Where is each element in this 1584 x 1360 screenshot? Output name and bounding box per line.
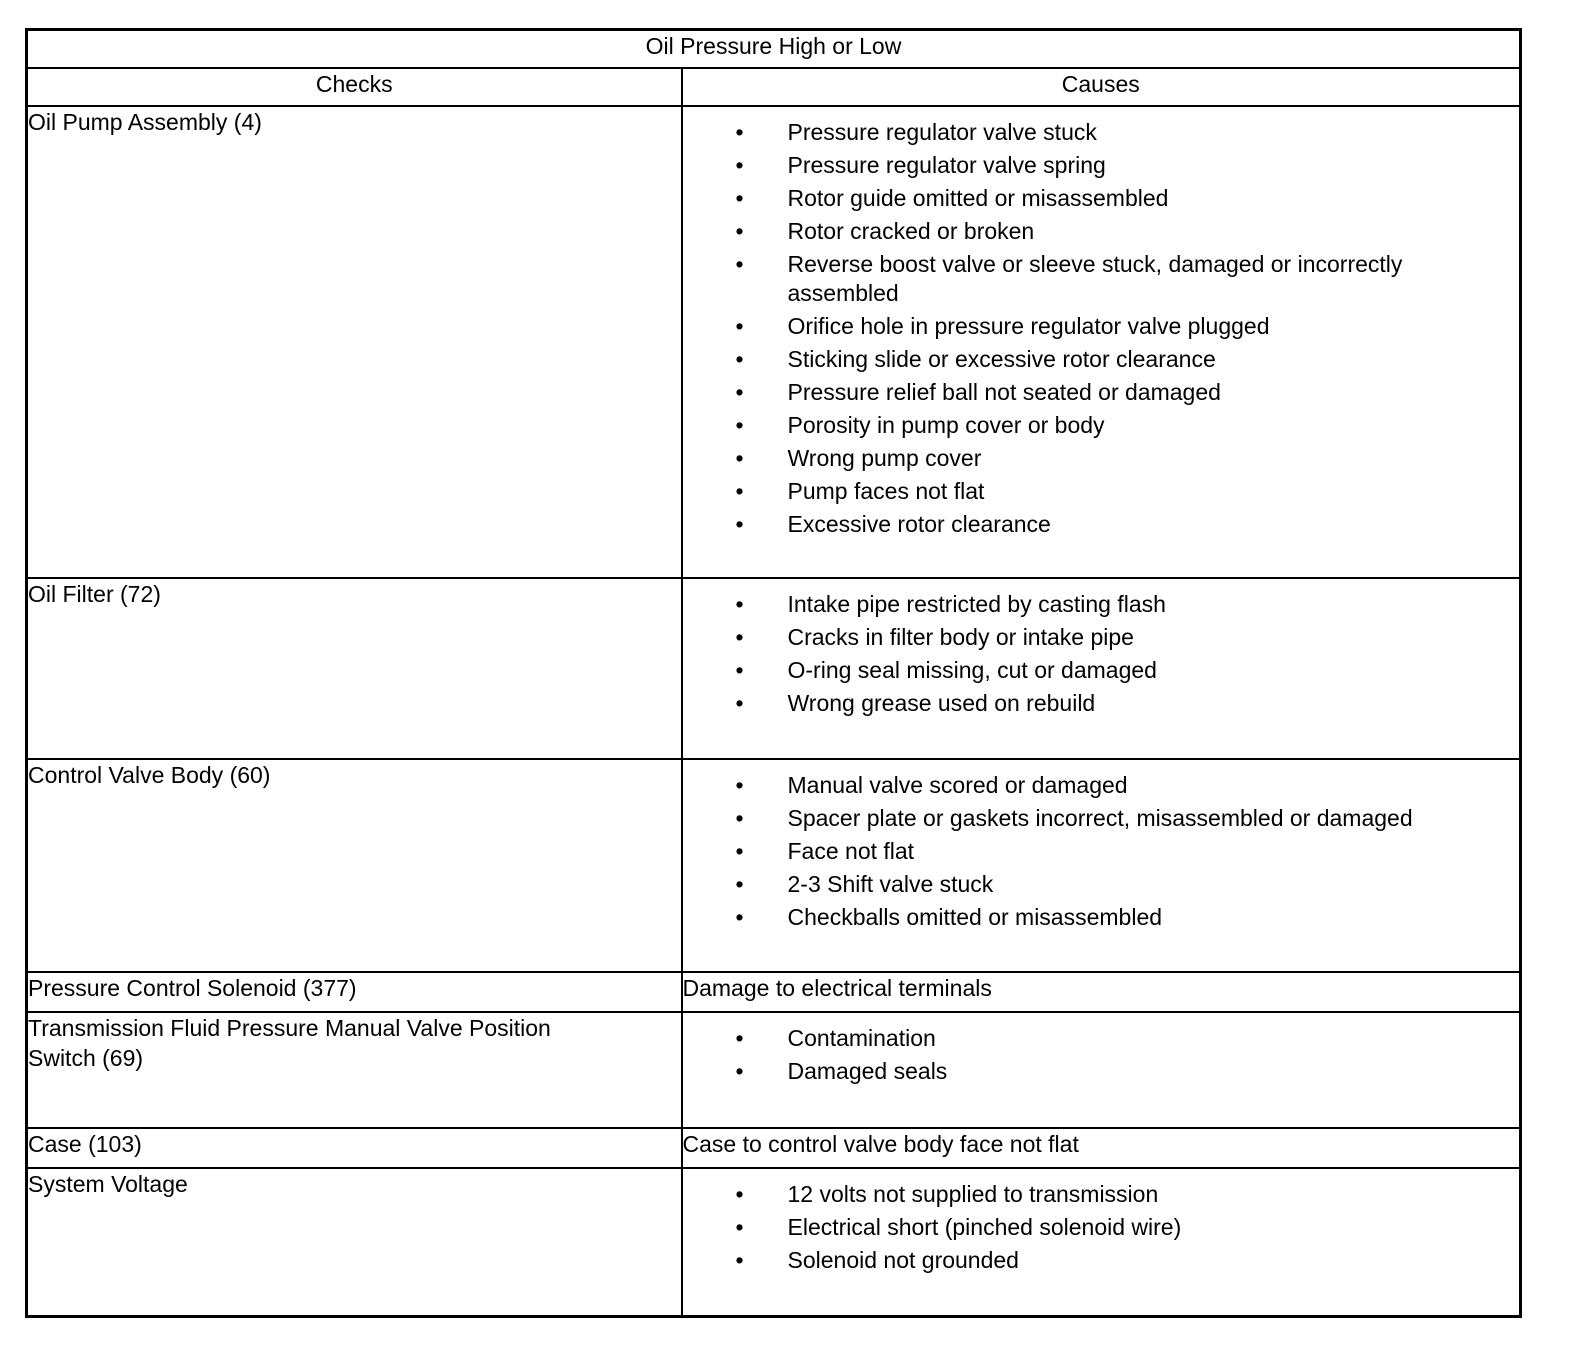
cause-item: • Rotor cracked or broken <box>735 218 1035 244</box>
cause-item: • Sticking slide or excessive rotor clearance <box>735 346 1216 372</box>
cause-item: • Damaged seals <box>735 1058 948 1084</box>
bullet-icon: • <box>735 1247 744 1273</box>
cause-item: • Wrong grease used on rebuild <box>735 690 1096 716</box>
bullet-icon: • <box>735 478 744 504</box>
table-row <box>27 972 1521 1012</box>
cause-item: • Manual valve scored or damaged <box>735 772 1128 798</box>
check-cell: Oil Pump Assembly (4) <box>27 106 682 578</box>
bullet-icon: • <box>735 591 744 617</box>
bullet-icon: • <box>735 511 744 537</box>
cause-item: • Electrical short (pinched solenoid wire) <box>735 1214 1182 1240</box>
causes-list <box>683 107 1520 539</box>
cause-text-cell: Case to control valve body face not flat <box>682 1128 1521 1168</box>
causes-list <box>683 760 1520 932</box>
table-row <box>27 759 1521 972</box>
bullet-icon: • <box>735 1181 744 1207</box>
cause-item: • Face not flat <box>735 838 915 864</box>
causes-cell <box>682 759 1521 972</box>
check-cell: Transmission Fluid Pressure Manual Valve Position Switch (69) <box>27 1012 682 1128</box>
causes-cell <box>682 106 1521 578</box>
table-title: Oil Pressure High or Low <box>27 30 1521 69</box>
cause-item: • Pressure relief ball not seated or damaged <box>735 379 1221 405</box>
cause-item: • Solenoid not grounded <box>735 1247 1019 1273</box>
table-row <box>27 1128 1521 1168</box>
bullet-icon: • <box>735 152 744 178</box>
table-row <box>27 106 1521 578</box>
bullet-icon: • <box>735 838 744 864</box>
header-row <box>27 68 1521 106</box>
bullet-icon: • <box>735 251 744 277</box>
bullet-icon: • <box>735 313 744 339</box>
table-row <box>27 1168 1521 1316</box>
bullet-icon: • <box>735 119 744 145</box>
cause-item: • Pump faces not flat <box>735 478 985 504</box>
cause-item: • O-ring seal missing, cut or damaged <box>735 657 1157 683</box>
bullet-icon: • <box>735 1058 744 1084</box>
check-cell: System Voltage <box>27 1168 682 1316</box>
bullet-icon: • <box>735 904 744 930</box>
cause-item: • Intake pipe restricted by casting flash <box>735 591 1166 617</box>
check-cell: Oil Filter (72) <box>27 578 682 759</box>
bullet-icon: • <box>735 412 744 438</box>
bullet-icon: • <box>735 690 744 716</box>
cause-item: • Contamination <box>735 1025 936 1051</box>
bullet-icon: • <box>735 1214 744 1240</box>
causes-list <box>683 1013 1520 1086</box>
bullet-icon: • <box>735 772 744 798</box>
causes-cell <box>682 578 1521 759</box>
bullet-icon: • <box>735 379 744 405</box>
causes-cell <box>682 1168 1521 1316</box>
cause-item: • Orifice hole in pressure regulator valve plugged <box>735 313 1270 339</box>
bullet-icon: • <box>735 871 744 897</box>
bullet-icon: • <box>735 185 744 211</box>
cause-item: • Porosity in pump cover or body <box>735 412 1105 438</box>
bullet-icon: • <box>735 805 744 831</box>
title-row <box>27 30 1521 69</box>
check-cell: Case (103) <box>27 1128 682 1168</box>
cause-text-cell: Damage to electrical terminals <box>682 972 1521 1012</box>
cause-item: • Pressure regulator valve spring <box>735 152 1106 178</box>
bullet-icon: • <box>735 1025 744 1051</box>
cause-item: • Pressure regulator valve stuck <box>735 119 1097 145</box>
check-cell: Control Valve Body (60) <box>27 759 682 972</box>
causes-list <box>683 1169 1520 1275</box>
cause-item: • Checkballs omitted or misassembled <box>735 904 1163 930</box>
bullet-icon: • <box>735 445 744 471</box>
causes-header: Causes <box>682 68 1521 106</box>
cause-item: • Excessive rotor clearance <box>735 511 1051 537</box>
cause-item: • Wrong pump cover <box>735 445 982 471</box>
bullet-icon: • <box>735 218 744 244</box>
cause-item: • Cracks in filter body or intake pipe <box>735 624 1134 650</box>
cause-item: • 12 volts not supplied to transmission <box>735 1181 1159 1207</box>
cause-item: • 2-3 Shift valve stuck <box>735 871 994 897</box>
cause-item: • Rotor guide omitted or misassembled <box>735 185 1169 211</box>
table-body <box>27 106 1521 1316</box>
bullet-icon: • <box>735 624 744 650</box>
cause-item: • Spacer plate or gaskets incorrect, misassembled or damaged <box>735 805 1413 831</box>
cause-item: • Reverse boost valve or sleeve stuck, damaged or incorrectly assembled <box>735 251 1403 306</box>
table-row <box>27 1012 1521 1128</box>
causes-list <box>683 579 1520 718</box>
table-row <box>27 578 1521 759</box>
bullet-icon: • <box>735 346 744 372</box>
checks-header: Checks <box>27 68 682 106</box>
check-cell: Pressure Control Solenoid (377) <box>27 972 682 1012</box>
diagnostic-table <box>25 28 1522 1318</box>
bullet-icon: • <box>735 657 744 683</box>
causes-cell <box>682 1012 1521 1128</box>
